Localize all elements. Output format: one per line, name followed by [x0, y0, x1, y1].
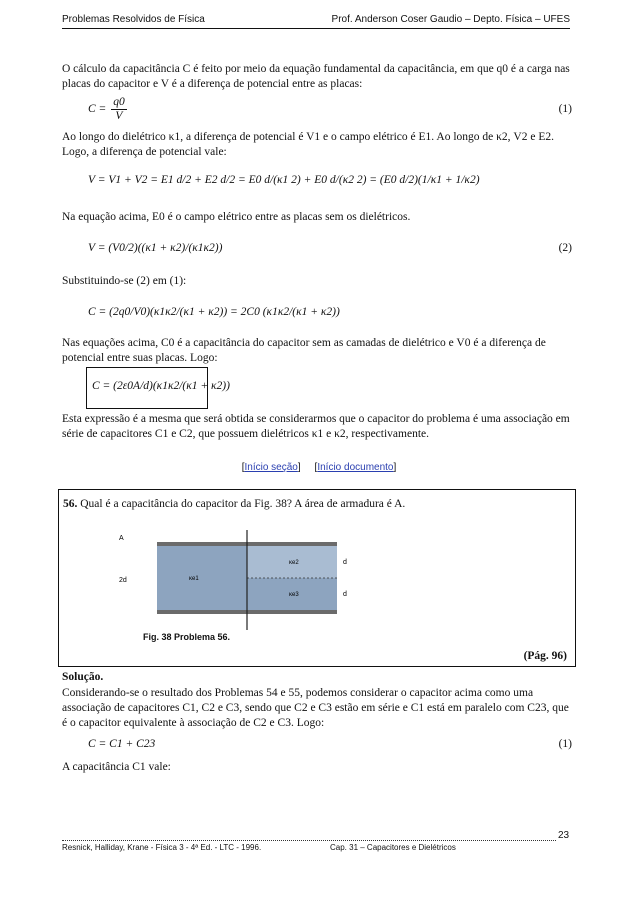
label-k3: κe3 [289, 592, 299, 598]
figure-caption: Fig. 38 Problema 56. [143, 632, 231, 642]
label-2d: 2d [119, 577, 127, 584]
header-left: Problemas Resolvidos de Física [62, 14, 205, 25]
header-rule [62, 28, 570, 29]
equation-v: V = V1 + V2 = E1 d/2 + E2 d/2 = E0 d/(κ1 2) + E0 d/(κ2 2) = (E0 d/2)(1/κ1 + 1/κ2) [88, 174, 480, 186]
equation-1-den: V [115, 110, 123, 122]
equation-2: V = (V0/2)((κ1 + κ2)/(κ1κ2)) [88, 242, 223, 254]
footer-left: Resnick, Halliday, Krane - Física 3 - 4ª Ed. - LTC - 1996. [62, 843, 262, 852]
equation-5: C = C1 + C23 [88, 738, 156, 750]
equation-1-lhs: C = [88, 103, 107, 116]
label-k2: κe2 [289, 560, 299, 566]
footer-rule [62, 840, 556, 841]
nav-links: [Início seção] [Início documento] [241, 462, 397, 473]
label-d-bottom: d [343, 591, 347, 598]
label-area: A [119, 535, 124, 542]
solution-title: Solução. [62, 671, 104, 683]
paragraph-7: Considerando-se o resultado dos Problemas 54 e 55, podemos considerar o capacitor acima como uma associação de capacitores C1, C2 e C3, sendo que C2 e C3 estão em série e C1 está em paralelo com C23, que é o capacitor equivalente à associação de C2 e C3. Logo: [62, 687, 569, 729]
problem-number: 56. [63, 498, 78, 510]
equation-4: C = (2ε0A/d)(κ1κ2/(κ1 + κ2)) [92, 380, 230, 392]
problem-text: Qual é a capacitância do capacitor da Fig. 38? A área de armadura é A. [80, 498, 406, 510]
link-inicio-secao[interactable]: Início seção [244, 462, 298, 473]
paragraph-3: Na equação acima, E0 é o campo elétrico entre as placas sem os dielétricos. [62, 211, 411, 223]
equation-1-number: (1) [558, 103, 572, 115]
equation-3: C = (2q0/V0)(κ1κ2/(κ1 + κ2)) = 2C0 (κ1κ2/(κ1 + κ2)) [88, 306, 340, 318]
problem-box [58, 489, 576, 667]
paragraph-5: Nas equações acima, C0 é a capacitância do capacitor sem as camadas de dielétrico e V0 é a diferença de potencial entre suas placas. Logo: [62, 337, 546, 364]
problem-page: (Pág. 96) [523, 650, 567, 662]
header-right: Prof. Anderson Coser Gaudio – Depto. Física – UFES [331, 14, 570, 25]
equation-1 [88, 96, 129, 123]
paragraph-6: Esta expressão é a mesma que será obtida se considerarmos que o capacitor do problema é uma associação em série de capacitores C1 e C2, que possuem dielétricos κ1 e κ2, respectivamente. [62, 413, 570, 440]
equation-1-num: q0 [113, 96, 125, 108]
equation-5-number: (1) [558, 738, 572, 750]
paragraph-8: A capacitância C1 vale: [62, 761, 171, 773]
dielectric-1 [157, 546, 247, 610]
capacitor-figure [117, 530, 387, 642]
paragraph-4: Substituindo-se (2) em (1): [62, 275, 187, 287]
footer-center: Cap. 31 – Capacitores e Dielétricos [330, 843, 456, 852]
link-inicio-documento[interactable]: Início documento [317, 462, 394, 473]
paragraph-1: O cálculo da capacitância C é feito por meio da equação fundamental da capacitância, em que q0 é a carga nas placas do capacitor e V é a diferença de potencial entre as placas: [62, 63, 570, 90]
paragraph-2: Ao longo do dielétrico κ1, a diferença de potencial é V1 e o campo elétrico é E1. Ao longo de κ2, V2 e E2. Logo, a diferença de potencial vale: [62, 131, 554, 158]
problem-statement [63, 498, 405, 510]
label-d-top: d [343, 559, 347, 566]
label-k1: κe1 [189, 576, 199, 582]
equation-2-number: (2) [558, 242, 572, 254]
page-number: 23 [558, 830, 570, 841]
